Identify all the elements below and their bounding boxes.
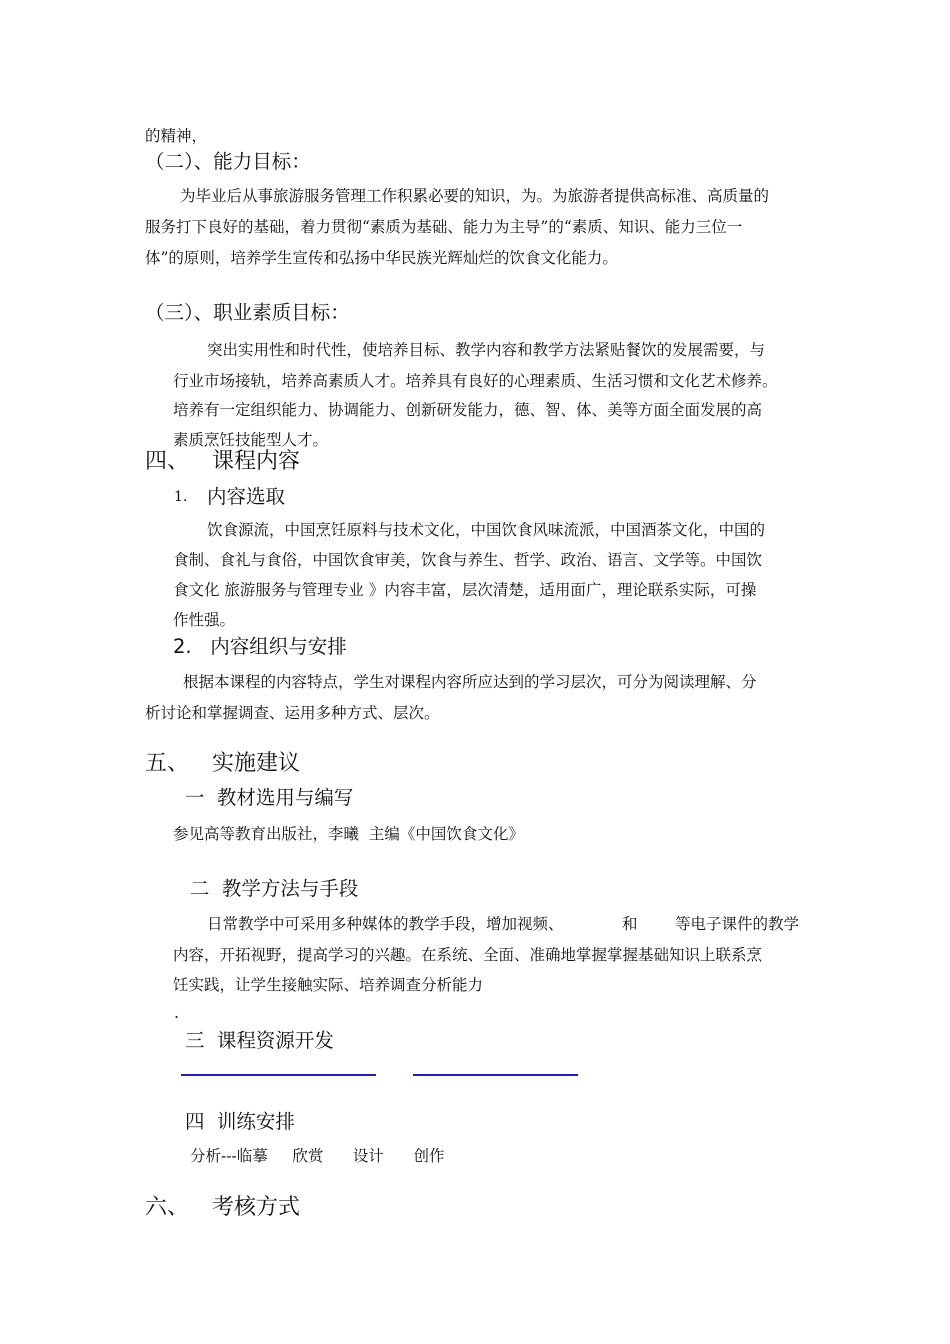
subsection-teaching-methods-title: 二 教学方法与手段 <box>190 877 359 900</box>
heading-ability-goals: （二）、能力目标： <box>145 150 311 173</box>
methods-paragraph-line-2: 内容，开拓视野，提高学习的兴趣。在系统、全面、准确地掌握掌握基础知识上联系烹 <box>173 946 763 964</box>
subsection-2-title: 2. 内容组织与安排 <box>173 635 347 658</box>
content-paragraph-line-1: 饮食源流，中国烹饪原料与技术文化，中国饮食风味流派，中国酒茶文化，中国的 <box>207 521 766 539</box>
methods-paragraph-line-1a: 日常教学中可采用多种媒体的教学手段，增加视频、 <box>207 915 564 933</box>
subsection-resources-title: 三 课程资源开发 <box>185 1029 334 1052</box>
textbook-reference: 参见高等教育出版社，李曦 主编《中国饮食文化》 <box>173 825 524 843</box>
quality-paragraph-line-2: 行业市场接轨，培养高素质人才。培养具有良好的心理素质、生活习惯和文化艺术修养。 <box>173 372 778 390</box>
section-6-title: 考核方式 <box>212 1195 301 1220</box>
subsection-textbook-title: 一 教材选用与编写 <box>185 786 354 809</box>
section-5-title: 实施建议 <box>212 751 301 776</box>
quality-paragraph-line-1: 突出实用性和时代性，使培养目标、教学内容和教学方法紧贴餐饮的发展需要，与 <box>207 341 766 359</box>
stray-period: . <box>174 1004 179 1022</box>
text-continuation: 的精神， <box>145 127 208 145</box>
methods-paragraph-line-1b: 和 <box>622 915 638 933</box>
content-paragraph-line-2: 食制、食礼与食俗，中国饮食审美，饮食与养生、哲学、政治、语言、文学等。中国饮 <box>173 551 763 569</box>
organization-paragraph-line-1: 根据本课程的内容特点，学生对课程内容所应达到的学习层次，可分为阅读理解、分 <box>183 673 757 691</box>
resource-link-underline-1[interactable] <box>181 1074 376 1076</box>
ability-paragraph-line-2: 服务打下良好的基础，着力贯彻“素质为基础、能力为主导”的“素质、知识、能力三位一 <box>145 218 743 236</box>
quality-paragraph-line-3: 培养有一定组织能力、协调能力、创新研发能力，德、智、体、美等方面全面发展的高 <box>173 401 763 419</box>
ability-paragraph-line-3: 体”的原则，培养学生宣传和弘扬中华民族光辉灿烂的饮食文化能力。 <box>145 249 618 267</box>
training-steps: 分析---临摹 欣赏 设计 创作 <box>190 1147 445 1165</box>
section-4-number: 四、 <box>145 449 190 474</box>
section-4-title: 课程内容 <box>212 449 301 474</box>
ability-paragraph-line-1: 为毕业后从事旅游服务管理工作积累必要的知识，为。为旅游者提供高标准、高质量的 <box>180 187 770 205</box>
section-5-number: 五、 <box>145 751 190 776</box>
content-paragraph-line-4: 作性强。 <box>173 611 236 629</box>
subsection-training-title: 四 训练安排 <box>185 1110 295 1133</box>
subsection-1-number: 1. <box>174 489 188 505</box>
content-paragraph-line-3: 食文化 旅游服务与管理专业 》内容丰富，层次清楚，适用面广，理论联系实际，可操 <box>173 581 757 599</box>
section-6-number: 六、 <box>145 1195 190 1220</box>
quality-paragraph-line-4: 素质烹饪技能型人才。 <box>173 431 329 449</box>
methods-paragraph-line-1c: 等电子课件的教学 <box>675 915 800 933</box>
heading-professional-quality-goals: （三）、职业素质目标： <box>145 301 350 324</box>
methods-paragraph-line-3: 饪实践，让学生接触实际、培养调查分析能力 <box>173 976 484 994</box>
subsection-1-title: 内容选取 <box>207 485 286 508</box>
resource-link-underline-2[interactable] <box>413 1074 578 1076</box>
organization-paragraph-line-2: 析讨论和掌握调查、运用多种方式、层次。 <box>145 704 440 722</box>
